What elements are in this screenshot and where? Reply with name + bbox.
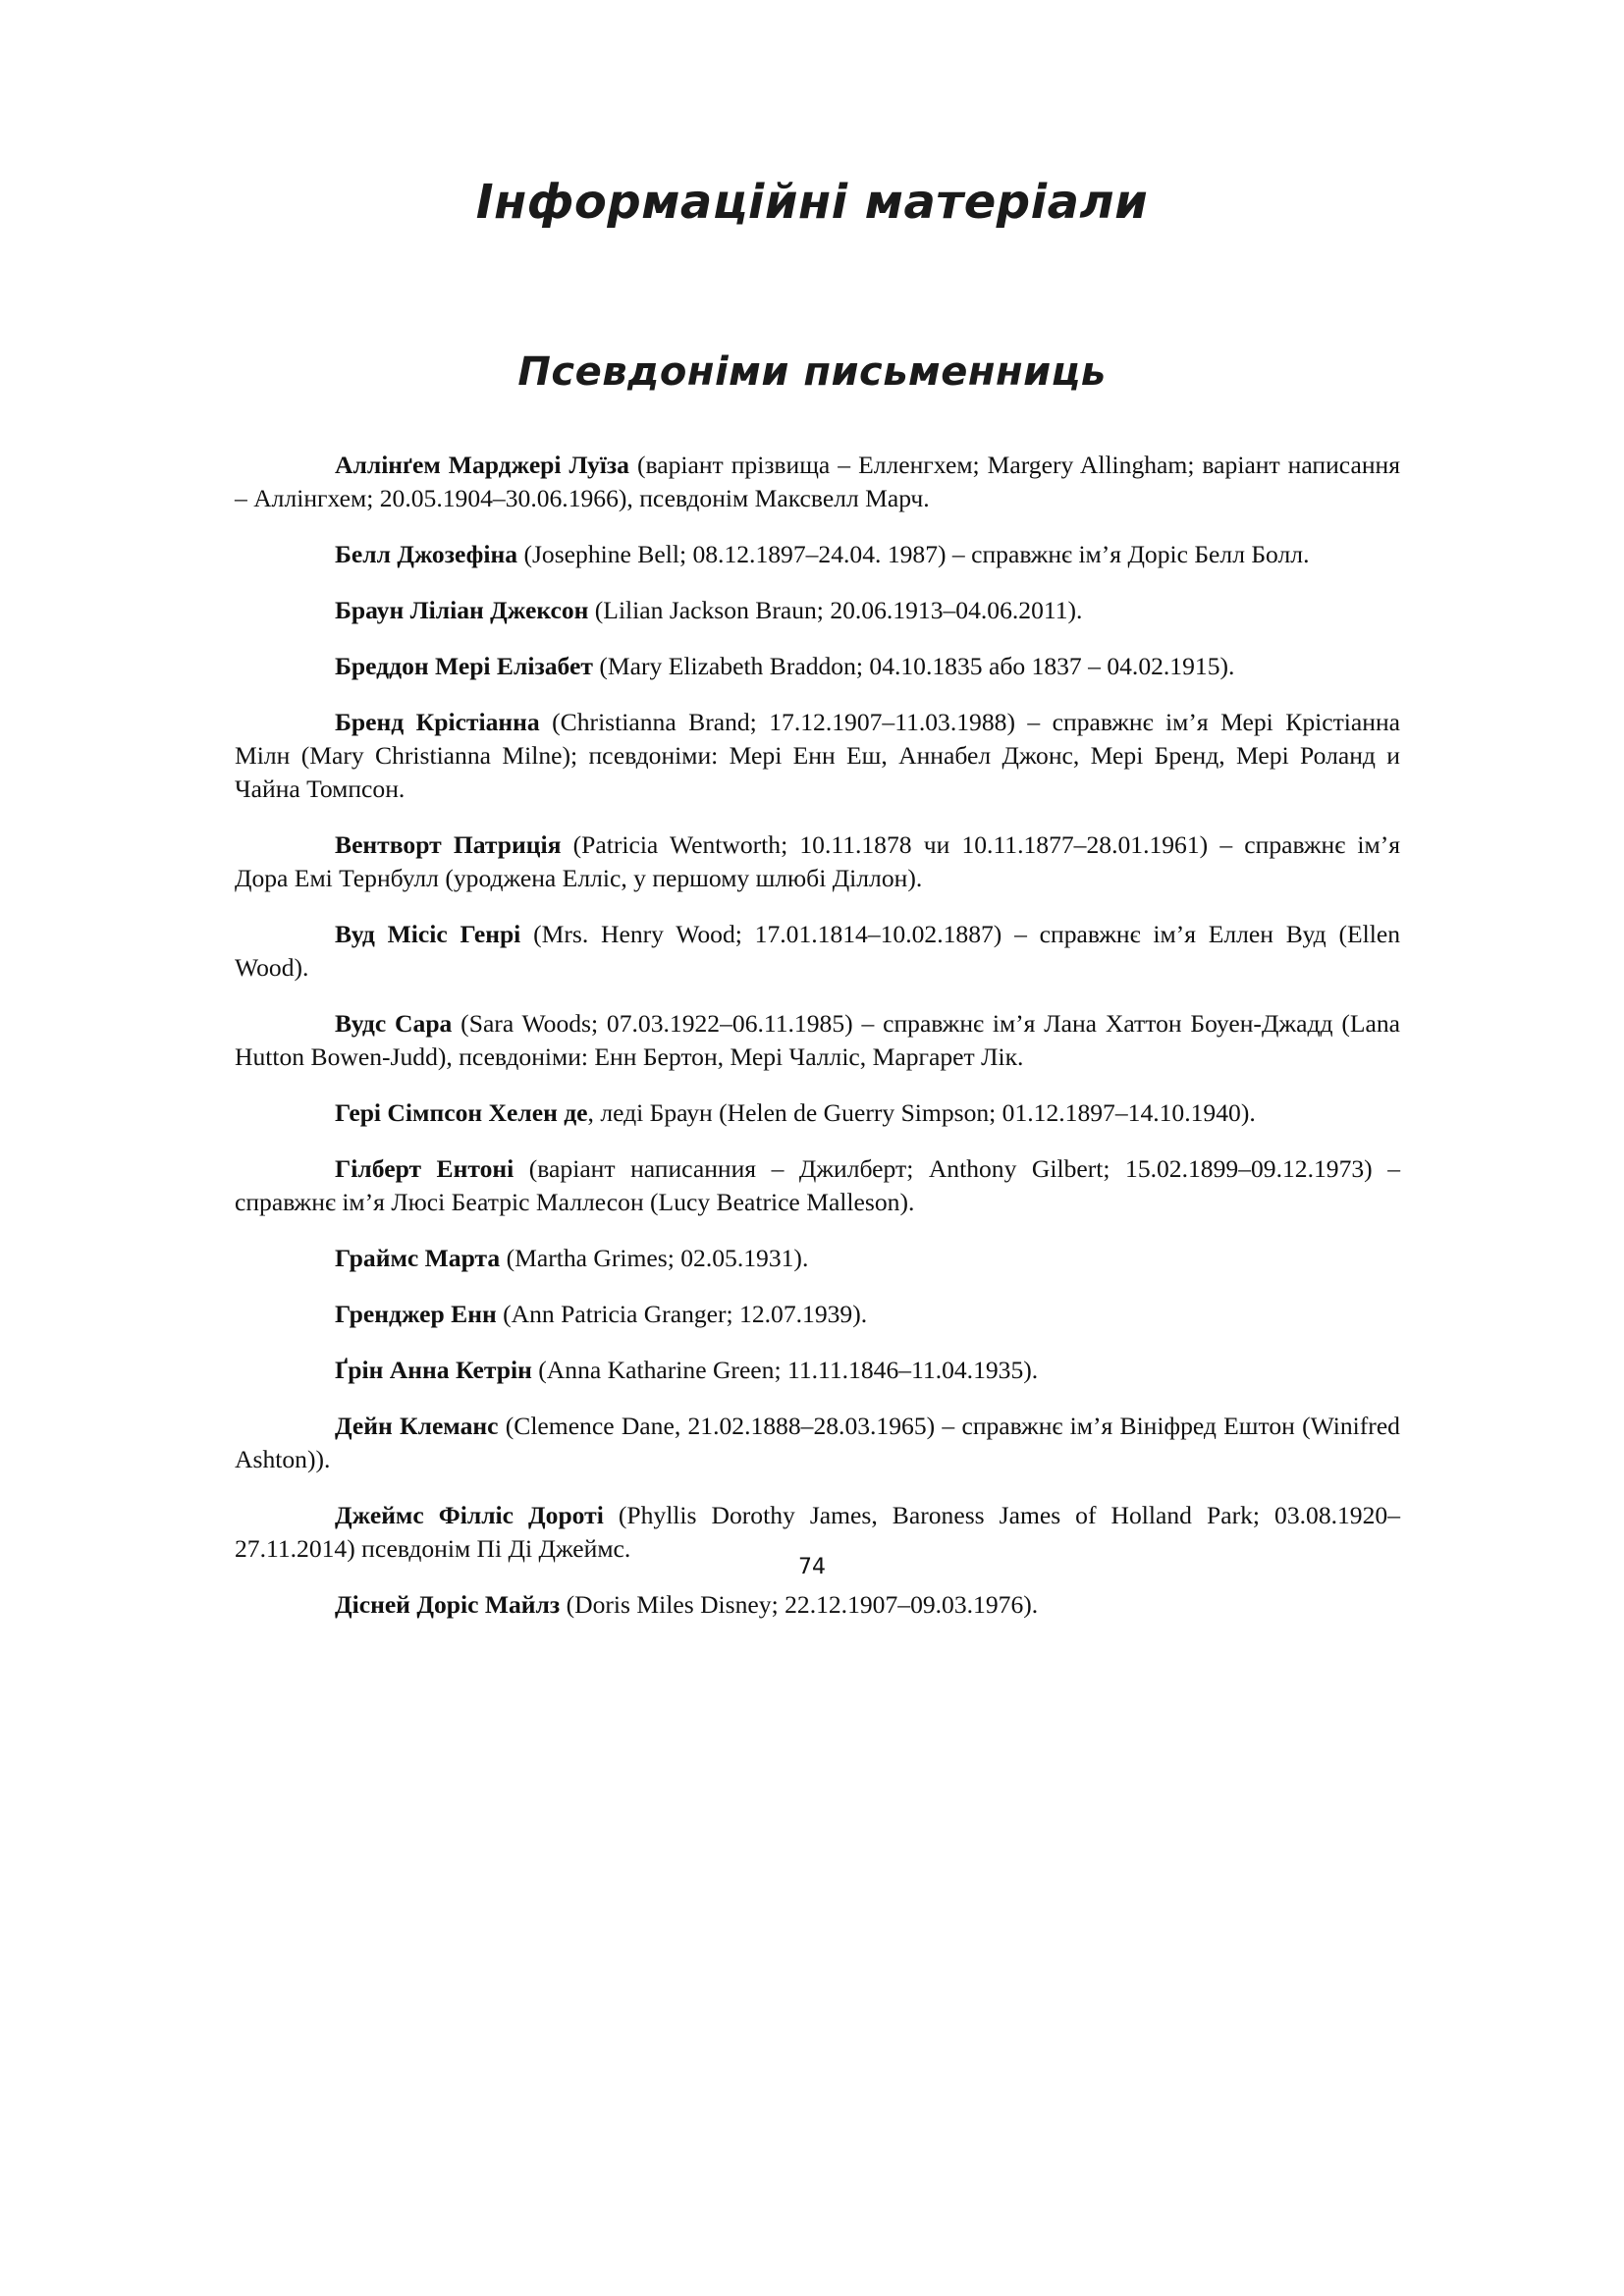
list-item (235, 1242, 1400, 1275)
entry-name: Ґрін Анна Кетрін (335, 1356, 532, 1384)
entry-text: (Christianna Brand; 17.12.1907–11.03.1988) – справжнє ім’я Мері Крістіанна Мілн (Mary Christianna Milne); псевдоніми: Мері Енн Еш, Аннабел Джонс, Мері Бренд, Мері Роланд и Чайна Томпсон. (235, 708, 1400, 803)
entry-text: (Clemence Dane, 21.02.1888–28.03.1965) – справжнє ім’я Вініфред Ештон (Winifred Ashton)). (235, 1412, 1400, 1473)
list-item (235, 1588, 1400, 1622)
entry-name: Бренд Крістіанна (335, 708, 540, 736)
entries-list (235, 449, 1400, 1644)
entry-name: Джеймс Філліс Дороті (335, 1501, 604, 1529)
entry-text: (Anna Katharine Green; 11.11.1846–11.04.1935). (531, 1356, 1039, 1384)
entry-name: Бреддон Мері Елізабет (335, 652, 593, 680)
entry-name: Граймс Марта (335, 1244, 501, 1272)
entry-text: (Ann Patricia Granger; 12.07.1939). (496, 1300, 868, 1328)
list-item (235, 706, 1400, 806)
list-item (235, 1298, 1400, 1331)
entry-text: (Lilian Jackson Braun; 20.06.1913–04.06.2011). (588, 596, 1083, 624)
entry-name: Дісней Доріс Майлз (335, 1590, 561, 1619)
entry-name: Гренджер Енн (335, 1300, 497, 1328)
entry-name: Гілберт Ентоні (335, 1154, 514, 1183)
entry-text: (Mary Elizabeth Braddon; 04.10.1835 або 1837 – 04.02.1915). (592, 652, 1235, 680)
entry-text: (Phyllis Dorothy James, Baroness James of Holland Park; 03.08.1920–27.11.2014) псевдонім Пі Ді Джеймс. (235, 1501, 1400, 1563)
entry-text: (варіант написанния – Джилберт; Anthony Gilbert; 15.02.1899–09.12.1973) – справжнє ім’я Люсі Беатріс Маллесон (Lucy Beatrice Malleson). (235, 1154, 1400, 1216)
entry-text: (варіант прізвища – Елленгхем; Margery Allingham; варіант написання – Аллінгхем; 20.05.1904–30.06.1966), псевдонім Максвелл Марч. (235, 451, 1400, 512)
entry-name: Вудс Сара (335, 1009, 453, 1038)
entry-text: (Doris Miles Disney; 22.12.1907–09.03.1976). (560, 1590, 1039, 1619)
list-item (235, 828, 1400, 895)
list-item (235, 1152, 1400, 1219)
list-item (235, 1354, 1400, 1387)
entry-text: (Mrs. Henry Wood; 17.01.1814–10.02.1887) – справжнє ім’я Еллен Вуд (Ellen Wood). (235, 920, 1400, 982)
entry-name: Вентворт Патриція (335, 830, 562, 859)
list-item (235, 918, 1400, 985)
list-item (235, 1096, 1400, 1130)
entry-text: (Josephine Bell; 08.12.1897–24.04. 1987) – справжнє ім’я Доріс Белл Болл. (517, 540, 1310, 568)
entry-name: Аллінґем Марджері Луїза (335, 451, 629, 479)
entry-name: Белл Джозефіна (335, 540, 518, 568)
section-title: Псевдоніми письменниць (517, 349, 1107, 395)
list-item (235, 538, 1400, 571)
list-item (235, 1007, 1400, 1074)
entry-text: (Martha Grimes; 02.05.1931). (500, 1244, 809, 1272)
list-item (235, 449, 1400, 515)
entry-text: (Sara Woods; 07.03.1922–06.11.1985) – справжнє ім’я Лана Хаттон Боуен-Джадд (Lana Hutton Bowen-Judd), псевдоніми: Енн Бертон, Мері Чалліс, Маргарет Лік. (235, 1009, 1400, 1071)
list-item (235, 1410, 1400, 1476)
page-title: Інформаційні матеріали (475, 175, 1149, 230)
entry-name: Браун Ліліан Джексон (335, 596, 589, 624)
entry-name: Дейн Клеманс (335, 1412, 499, 1440)
entry-text: , леді Браун (Helen de Guerry Simpson; 01.12.1897–14.10.1940). (587, 1098, 1256, 1127)
list-item (235, 650, 1400, 683)
entry-name: Гері Сімпсон Хелен де (335, 1098, 588, 1127)
page-number: 74 (798, 1555, 826, 1579)
entry-name: Вуд Місіс Генрі (335, 920, 521, 948)
entry-text: (Patricia Wentworth; 10.11.1878 чи 10.11.1877–28.01.1961) – справжнє ім’я Дора Емі Тернбулл (уроджена Елліс, у першому шлюбі Діллон). (235, 830, 1400, 892)
list-item (235, 594, 1400, 627)
